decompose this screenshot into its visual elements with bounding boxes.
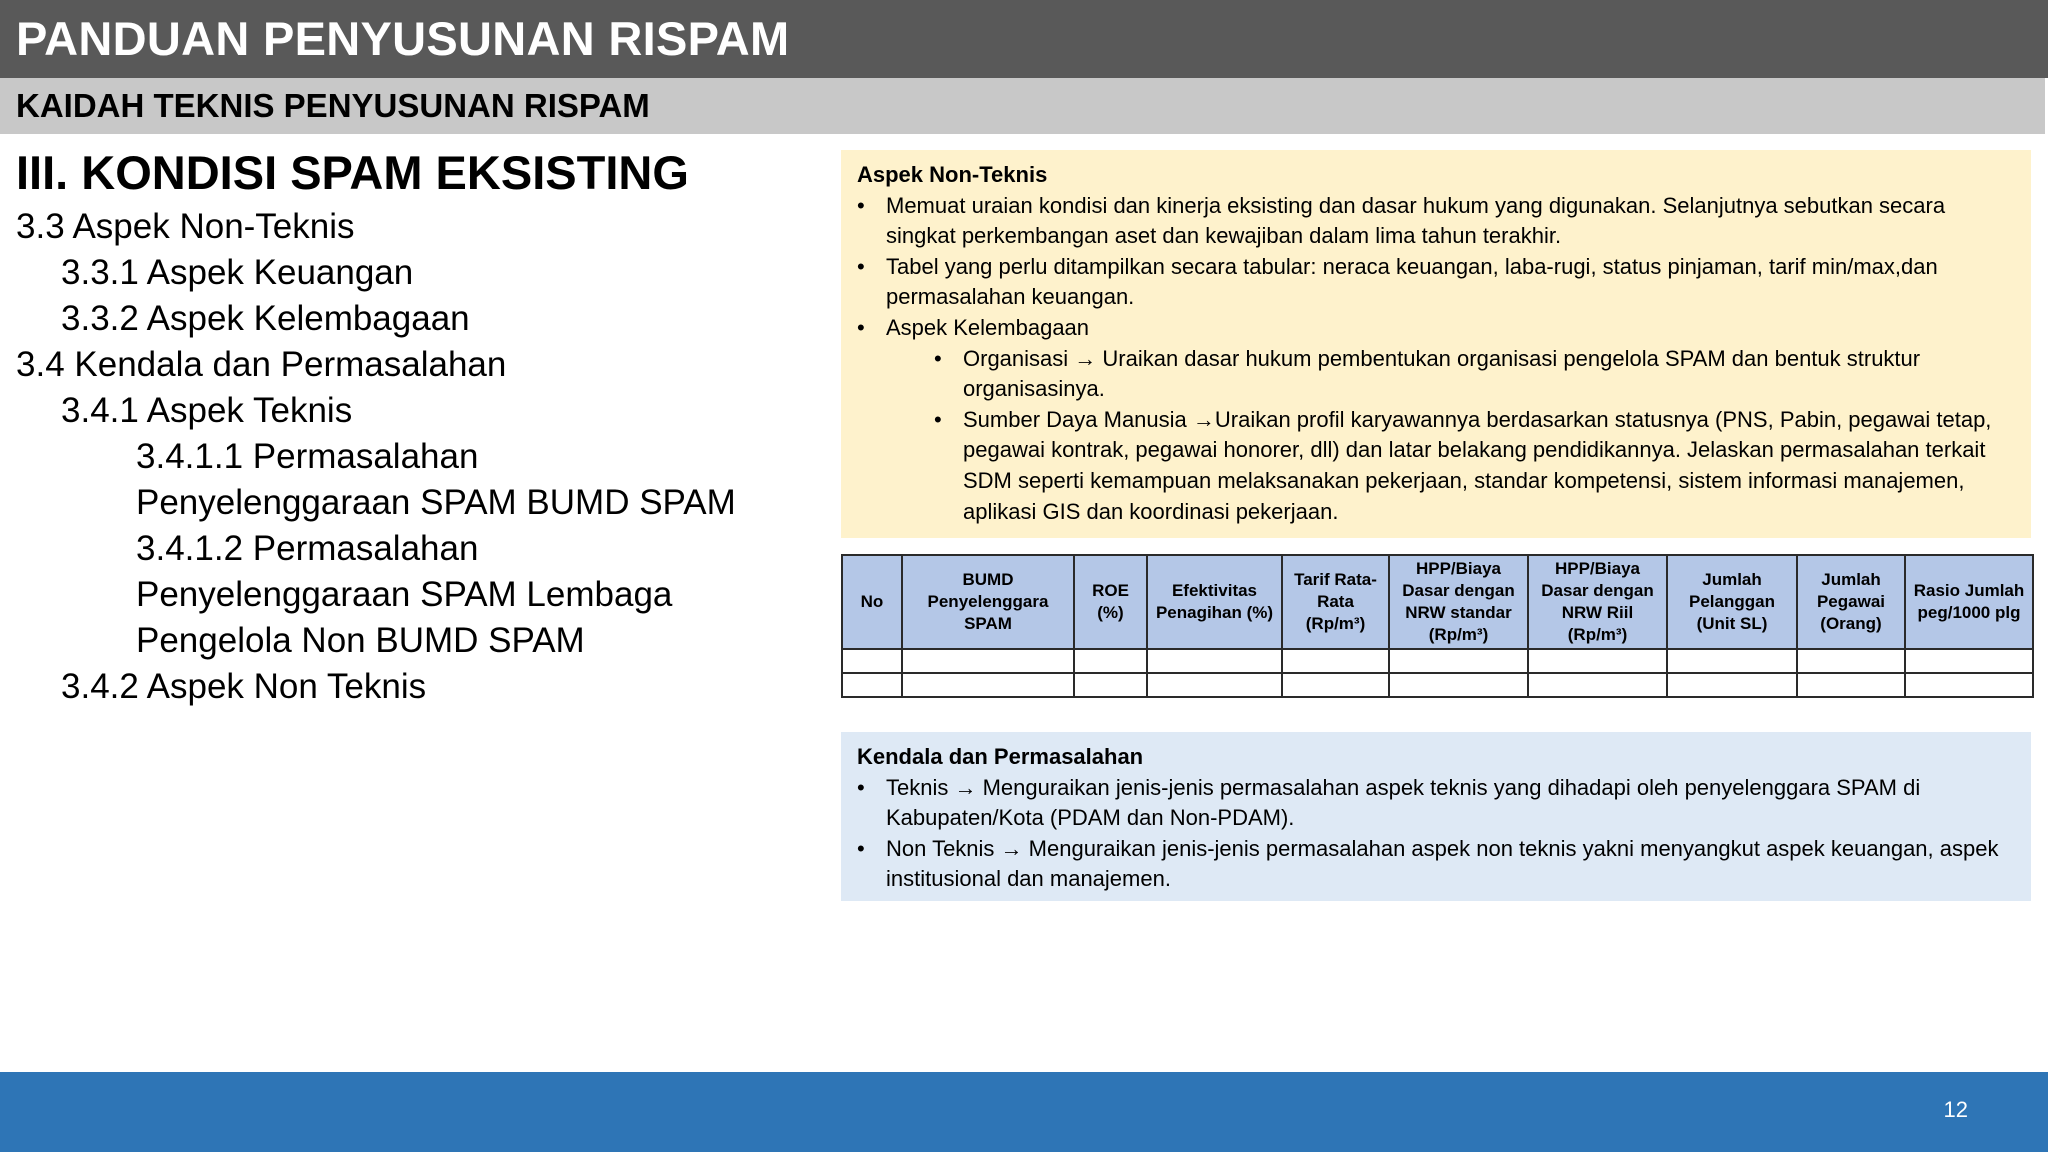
table-cell bbox=[902, 649, 1074, 673]
non-teknis-box bbox=[841, 150, 2031, 538]
table-cell bbox=[902, 673, 1074, 697]
bullet-marker: • bbox=[857, 314, 865, 340]
bullet-text: Teknis → Menguraikan jenis-jenis permasalahan aspek teknis yang dihadapi oleh penyelenggara SPAM di Kabupaten/Kota (PDAM dan Non-PDAM). bbox=[886, 774, 1921, 831]
table-cell bbox=[1905, 673, 2033, 697]
bullet-text: Non Teknis → Menguraikan jenis-jenis permasalahan aspek non teknis yakni menyangkut aspek keuangan, aspek institusional dan manajemen. bbox=[886, 835, 1999, 892]
bullet-item bbox=[857, 191, 2015, 252]
table-cell bbox=[1528, 649, 1667, 673]
bullet-text: Memuat uraian kondisi dan kinerja eksisting dan dasar hukum yang digunakan. Selanjutnya sebutkan secara singkat perkembangan aset dan kewajiban dalam lima tahun terakhir. bbox=[886, 192, 1946, 249]
kendala-box bbox=[841, 732, 2031, 901]
slide-title: PANDUAN PENYUSUNAN RISPAM bbox=[0, 0, 2048, 78]
table-cell bbox=[1528, 673, 1667, 697]
outline-item: 3.4.1.1 Permasalahan Penyelenggaraan SPAM BUMD SPAM bbox=[136, 437, 736, 522]
bullet-marker: • bbox=[857, 774, 865, 800]
bullet-marker: • bbox=[934, 345, 942, 371]
outline-item: 3.4.1.2 Permasalahan Penyelenggaraan SPAM Lembaga Pengelola Non BUMD SPAM bbox=[136, 529, 673, 660]
sub-bullet-text: Sumber Daya Manusia →Uraikan profil karyawannya berdasarkan statusnya (PNS, Pabin, pegawai tetap, pegawai kontrak, pegawai honorer, dll) dan latar belakang pendidikannya. Jelaskan permasalahan terkait SDM seperti kemampuan melaksanakan pekerjaan, standar kompetensi, sistem informasi manajemen, aplikasi GIS dan koordinasi pekerjaan. bbox=[963, 406, 1992, 524]
bullet-text: Tabel yang perlu ditampilkan secara tabular: neraca keuangan, laba-rugi, status pinjaman, tarif min/max,dan permasalahan keuangan. bbox=[886, 253, 1938, 310]
outline-item: 3.4.1 Aspek Teknis bbox=[61, 391, 353, 430]
table-cell bbox=[1389, 649, 1528, 673]
sub-bullet-text: Organisasi → Uraikan dasar hukum pembentukan organisasi pengelola SPAM dan bentuk struktur organisasinya. bbox=[963, 345, 1921, 402]
table-cell bbox=[1797, 673, 1905, 697]
bullet-marker: • bbox=[857, 835, 865, 861]
non-teknis-box-title: Aspek Non-Teknis bbox=[857, 162, 1048, 187]
table-cell bbox=[1667, 673, 1797, 697]
table-cell bbox=[842, 673, 902, 697]
table-cell bbox=[1667, 649, 1797, 673]
table-cell bbox=[1797, 649, 1905, 673]
outline-item: 3.3 Aspek Non-Teknis bbox=[16, 207, 355, 246]
table-row bbox=[842, 649, 2033, 673]
bullet-marker: • bbox=[857, 253, 865, 279]
bullet-marker: • bbox=[857, 192, 865, 218]
table-row bbox=[842, 673, 2033, 697]
table-header-cell: Efektivitas Penagihan (%) bbox=[1147, 555, 1282, 649]
table-cell bbox=[842, 649, 902, 673]
table-cell bbox=[1147, 649, 1282, 673]
bullet-marker: • bbox=[934, 406, 942, 432]
bullet-item bbox=[857, 773, 2015, 834]
table-header-cell: ROE (%) bbox=[1074, 555, 1147, 649]
kendala-box-title: Kendala dan Permasalahan bbox=[857, 744, 1144, 769]
bullet-item bbox=[857, 252, 2015, 313]
table-header-cell: No bbox=[842, 555, 902, 649]
outline-item: 3.4.2 Aspek Non Teknis bbox=[61, 667, 427, 706]
page-number: 12 bbox=[1943, 1097, 1968, 1122]
table-cell bbox=[1389, 673, 1528, 697]
table-cell bbox=[1282, 649, 1389, 673]
table-header-cell: HPP/Biaya Dasar dengan NRW Riil (Rp/m³) bbox=[1528, 555, 1667, 649]
table-header-cell: Jumlah Pelanggan (Unit SL) bbox=[1667, 555, 1797, 649]
table-header-cell: Jumlah Pegawai (Orang) bbox=[1797, 555, 1905, 649]
table-header-cell: Rasio Jumlah peg/1000 plg bbox=[1905, 555, 2033, 649]
table-cell bbox=[1282, 673, 1389, 697]
footer-bar bbox=[0, 1072, 2048, 1152]
table-header-cell: HPP/Biaya Dasar dengan NRW standar (Rp/m³) bbox=[1389, 555, 1528, 649]
section-outline bbox=[16, 142, 816, 710]
table-header-cell: BUMD Penyelenggara SPAM bbox=[902, 555, 1074, 649]
outline-item: 3.3.2 Aspek Kelembagaan bbox=[61, 299, 470, 338]
bumd-performance-table bbox=[841, 554, 2034, 698]
sub-bullet-item bbox=[857, 405, 2015, 527]
bullet-item bbox=[857, 834, 2015, 895]
bullet-text: Aspek Kelembagaan bbox=[886, 314, 1090, 340]
table-cell bbox=[1905, 649, 2033, 673]
outline-item: 3.4 Kendala dan Permasalahan bbox=[16, 345, 507, 384]
table-cell bbox=[1074, 649, 1147, 673]
sub-bullet-item bbox=[857, 344, 2015, 405]
table-cell bbox=[1074, 673, 1147, 697]
table-cell bbox=[1147, 673, 1282, 697]
outline-item: 3.3.1 Aspek Keuangan bbox=[61, 253, 414, 292]
slide-subtitle: KAIDAH TEKNIS PENYUSUNAN RISPAM bbox=[0, 78, 2045, 134]
table-header-cell: Tarif Rata-Rata (Rp/m³) bbox=[1282, 555, 1389, 649]
table-header-row bbox=[842, 555, 2033, 649]
bullet-item bbox=[857, 313, 2015, 344]
outline-heading: III. KONDISI SPAM EKSISTING bbox=[16, 146, 689, 199]
